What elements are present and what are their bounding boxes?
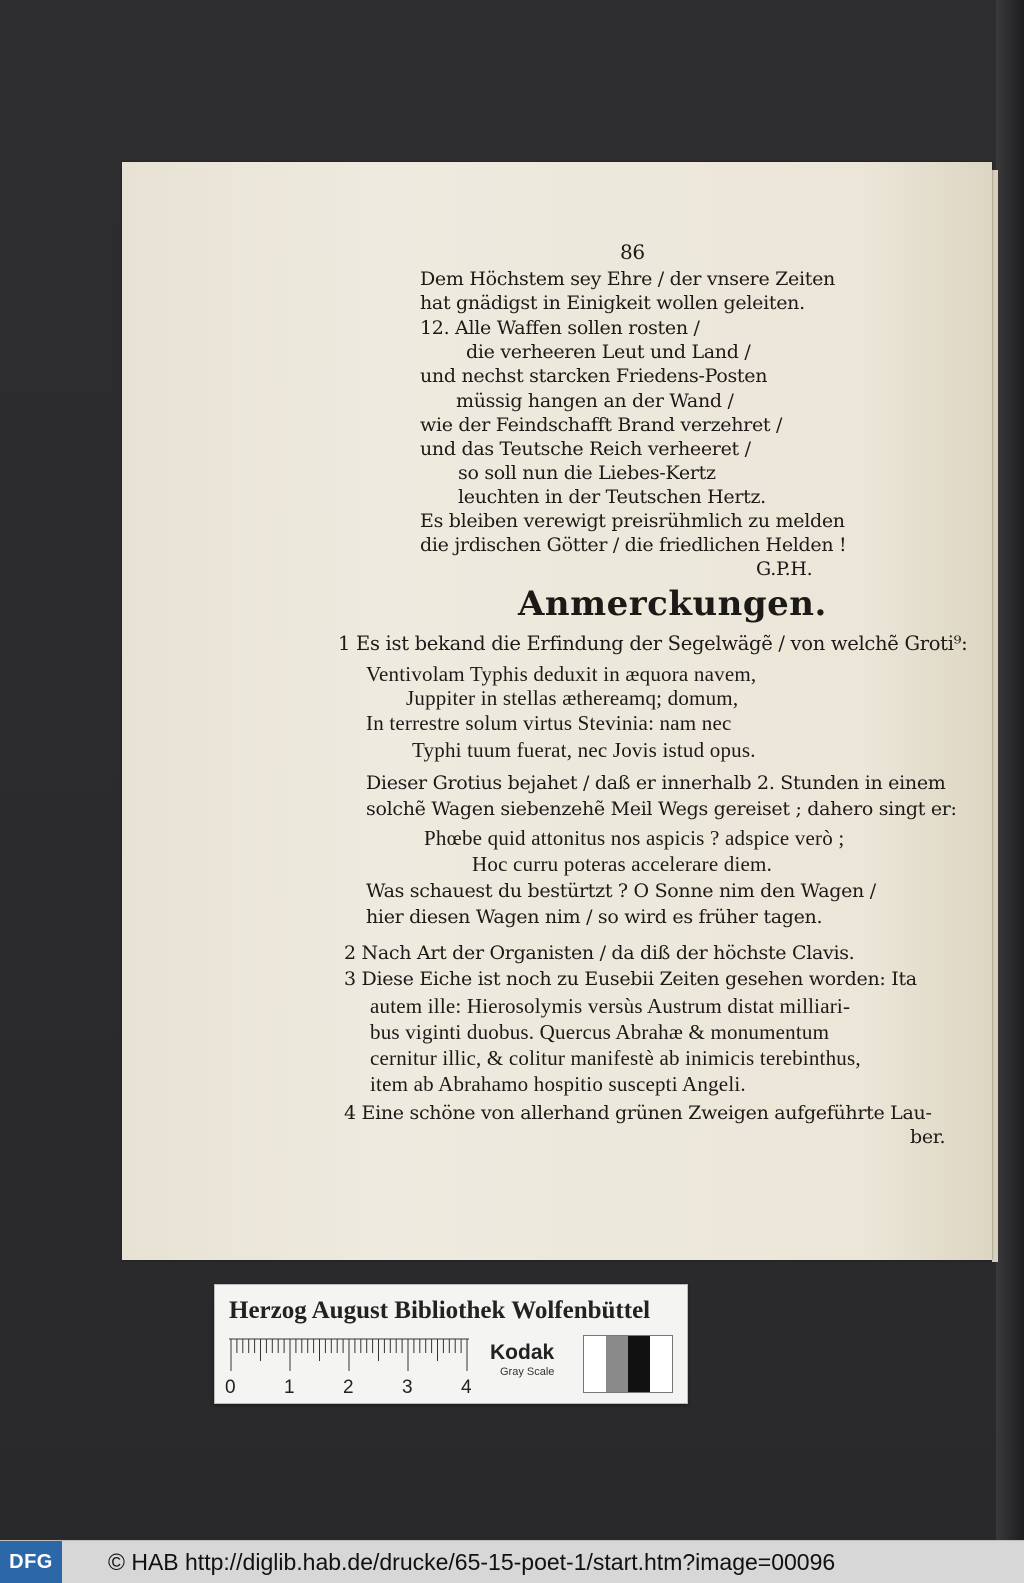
color-calibration-card xyxy=(214,1284,688,1404)
library-name: Herzog August Bibliothek Wolfenbüttel xyxy=(229,1297,651,1324)
note-line: bus viginti duobus. Quercus Abrahæ & monumentum xyxy=(370,1020,830,1044)
book-spine xyxy=(996,0,1024,1540)
poem-line: wie der Feindschafft Brand verzehret / xyxy=(420,414,783,436)
note-line: 4 Eine schöne von allerhand grünen Zweigen aufgeführte Lau- xyxy=(344,1102,932,1124)
ruler-number: 1 xyxy=(284,1377,295,1398)
page-edge xyxy=(992,170,998,1262)
poem-line: die verheeren Leut und Land / xyxy=(466,341,751,363)
ruler-number: 3 xyxy=(402,1377,413,1398)
copyright-url: © HAB http://diglib.hab.de/drucke/65-15-poet-1/start.htm?image=00096 xyxy=(108,1549,836,1575)
dfg-logo: DFG xyxy=(0,1541,62,1583)
note-line: In terrestre solum virtus Stevinia: nam nec xyxy=(366,711,732,735)
gray-patch xyxy=(628,1336,650,1392)
poem-line: hat gnädigst in Einigkeit wollen geleiten. xyxy=(420,292,805,314)
note-line: 2 Nach Art der Organisten / da diß der höchste Clavis. xyxy=(344,942,855,964)
poem-line: Es bleiben verewigt preisrühmlich zu melden xyxy=(420,510,845,532)
poem-line: 12. Alle Waffen sollen rosten / xyxy=(420,317,700,339)
note-line: Ventivolam Typhis deduxit in æquora navem, xyxy=(366,662,757,686)
page-number: 86 xyxy=(620,240,645,264)
note-line: Phœbe quid attonitus nos aspicis ? adspice verò ; xyxy=(424,826,845,850)
gray-patch xyxy=(650,1336,672,1392)
kodak-logo: Kodak xyxy=(490,1341,555,1364)
poem-line: leuchten in der Teutschen Hertz. xyxy=(458,486,766,508)
ruler-number: 0 xyxy=(225,1377,236,1398)
ruler-number: 4 xyxy=(461,1377,472,1398)
footer-bar xyxy=(0,1540,1024,1583)
note-line: Typhi tuum fuerat, nec Jovis istud opus. xyxy=(412,738,756,762)
poem-line: die jrdischen Götter / die friedlichen Helden ! xyxy=(420,534,847,556)
note-line: Was schauest du bestürtzt ? O Sonne nim den Wagen / xyxy=(366,880,876,902)
kodak-subtitle: Gray Scale xyxy=(500,1366,555,1378)
catchword: ber. xyxy=(910,1126,946,1148)
note-line: 1 Es ist bekand die Erfindung der Segelwägẽ / von welchẽ Groti⁹: xyxy=(338,632,968,655)
ruler xyxy=(223,1337,483,1399)
note-line: Hoc curru poteras accelerare diem. xyxy=(472,852,773,876)
note-line: cernitur illic, & colitur manifestè ab inimicis terebinthus, xyxy=(370,1046,861,1070)
ruler-ticks xyxy=(231,1339,467,1371)
poem-line: Dem Höchstem sey Ehre / der vnsere Zeiten xyxy=(420,268,835,290)
poem-signature: G.P.H. xyxy=(756,558,813,580)
poem-line: müssig hangen an der Wand / xyxy=(456,390,734,412)
note-line: autem ille: Hierosolymis versùs Austrum distat milliari- xyxy=(370,994,851,1018)
gray-scale-patches xyxy=(583,1335,673,1393)
poem-line: so soll nun die Liebes-Kertz xyxy=(458,462,716,484)
note-line: item ab Abrahamo hospitio suscepti Angeli. xyxy=(370,1072,746,1096)
section-heading: Anmerckungen. xyxy=(518,584,827,624)
poem-line: und das Teutsche Reich verheeret / xyxy=(420,438,751,460)
note-line: Juppiter in stellas æthereamq; domum, xyxy=(406,686,739,710)
note-line: hier diesen Wagen nim / so wird es früher tagen. xyxy=(366,906,823,928)
poem-line: und nechst starcken Friedens-Posten xyxy=(420,365,768,387)
note-line: 3 Diese Eiche ist noch zu Eusebii Zeiten gesehen worden: Ita xyxy=(344,968,917,990)
note-line: Dieser Grotius bejahet / daß er innerhalb 2. Stunden in einem xyxy=(366,772,946,794)
note-line: solchẽ Wagen siebenzehẽ Meil Wegs gereiset ; dahero singt er: xyxy=(366,798,957,820)
gray-patch xyxy=(584,1336,606,1392)
gray-patch xyxy=(606,1336,628,1392)
page-text xyxy=(122,162,992,1260)
document-page xyxy=(122,162,992,1260)
ruler-number: 2 xyxy=(343,1377,354,1398)
